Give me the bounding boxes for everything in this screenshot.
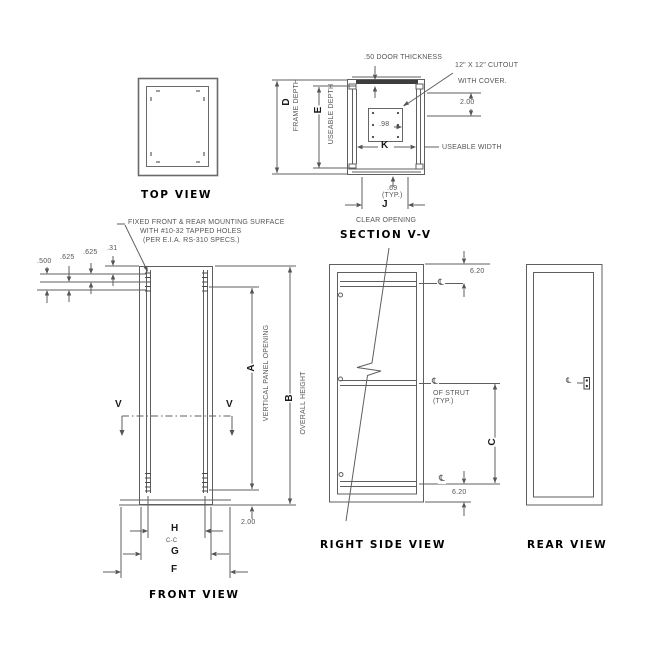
dim-letter-j: J: [382, 199, 388, 210]
dim-2-00-front: 2.00: [241, 519, 256, 526]
top-view-title: TOP VIEW: [141, 189, 213, 201]
mounting-note-line1: FIXED FRONT & REAR MOUNTING SURFACE: [128, 219, 285, 226]
vertical-panel-opening-label: VERTICAL PANEL OPENING: [262, 324, 270, 422]
dim-letter-g: G: [171, 546, 179, 557]
frame-depth-label: FRAME DEPTH: [292, 78, 300, 132]
dim-6-20-bottom: 6.20: [452, 489, 467, 496]
dim-98: .98: [379, 121, 390, 128]
of-strut-label-line2: (TYP.): [433, 398, 454, 405]
dim-letter-a: A: [246, 364, 257, 372]
section-vv-drawing: [272, 66, 481, 209]
dim-letter-f: F: [171, 564, 178, 575]
dim-69-typ: (TYP.): [382, 192, 403, 199]
dim-cc-label: C-C: [166, 538, 178, 544]
clear-opening-label: CLEAR OPENING: [356, 217, 417, 224]
dim-625-a: .625: [60, 254, 75, 261]
dim-letter-h: H: [171, 523, 179, 534]
door-thickness-label: .50 DOOR THICKNESS: [364, 54, 443, 61]
useable-width-label: USEABLE WIDTH: [442, 144, 502, 151]
dim-500: .500: [37, 258, 52, 265]
cutout-note-line1: 12" X 12" CUTOUT: [455, 62, 519, 69]
rear-view-title: REAR VIEW: [527, 539, 608, 551]
useable-depth-label: USEABLE DEPTH: [327, 83, 335, 145]
rear-view-drawing: [527, 265, 603, 506]
dim-6-20-top: 6.20: [470, 268, 485, 275]
section-cut-v-right: V: [226, 399, 233, 410]
section-vv-title: SECTION V-V: [340, 229, 432, 241]
overall-height-label: OVERALL HEIGHT: [299, 371, 307, 435]
front-view-title: FRONT VIEW: [149, 589, 240, 601]
top-view-drawing: [139, 79, 218, 176]
dim-2-00-section: 2.00: [460, 99, 475, 106]
dim-letter-k: K: [381, 140, 389, 151]
dim-625-b: .625: [83, 249, 98, 256]
centerline-symbol-middle: ℄: [432, 377, 438, 387]
dim-69: .69: [387, 185, 398, 192]
mounting-note-line2: WITH #10-32 TAPPED HOLES: [140, 228, 242, 235]
centerline-symbol-bottom: ℄: [439, 474, 445, 484]
dim-letter-b: B: [284, 394, 295, 402]
cutout-note-line2: WITH COVER.: [458, 78, 507, 85]
dim-letter-d: D: [281, 98, 292, 106]
dim-letter-c: C: [487, 438, 498, 446]
of-strut-label-line1: OF STRUT: [433, 390, 470, 397]
dim-31: .31: [107, 245, 118, 252]
dim-letter-e: E: [313, 106, 324, 114]
centerline-symbol-rear: ℄: [566, 376, 572, 385]
right-side-view-title: RIGHT SIDE VIEW: [320, 539, 447, 551]
front-view-drawing: [37, 224, 296, 578]
centerline-symbol-top: ℄: [438, 278, 444, 288]
right-side-view-drawing: [330, 248, 501, 521]
mounting-note-line3: (PER E.I.A. RS-310 SPECS.): [143, 237, 240, 244]
section-cut-v-left: V: [115, 399, 122, 410]
